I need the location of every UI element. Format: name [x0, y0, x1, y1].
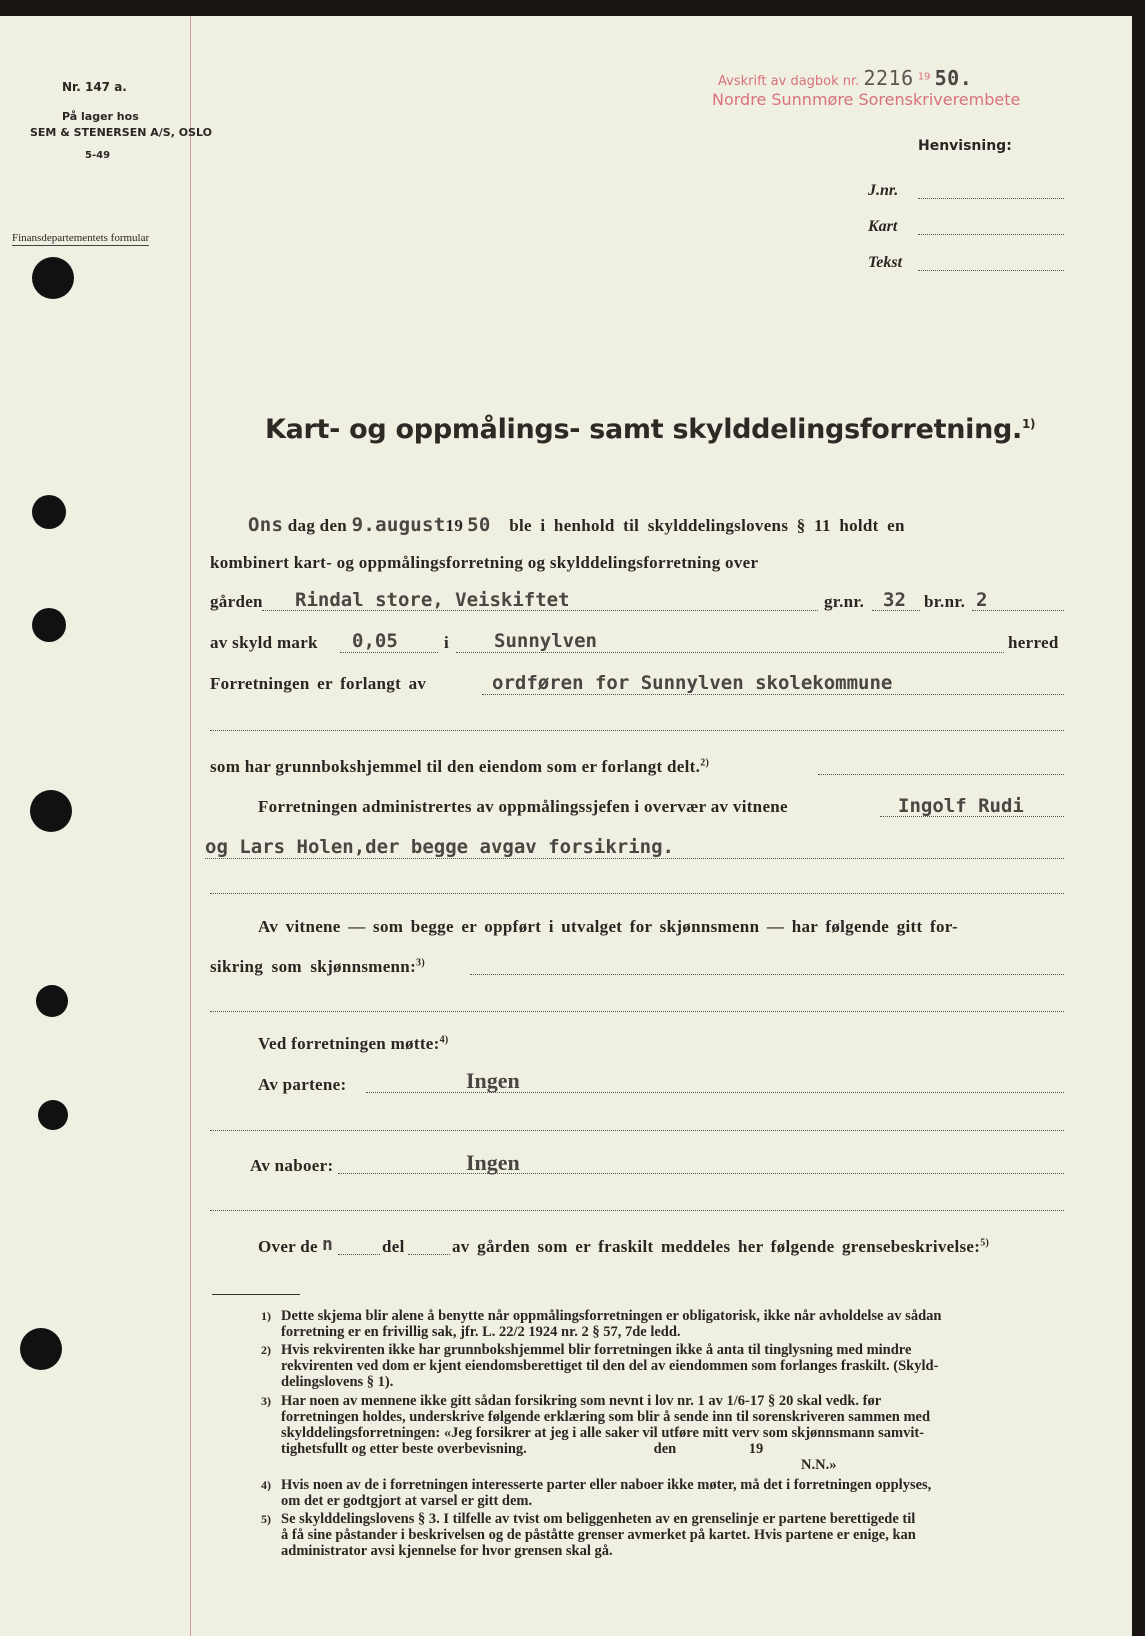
- reference-kart-field[interactable]: [918, 234, 1064, 235]
- footnote-line: administrator avsi kjennelse for hvor grensen skal gå.: [281, 1543, 613, 1559]
- grensebeskrivelse-text: av gården som er fraskilt meddeles her følgende grensebeskrivelse:: [452, 1237, 981, 1256]
- reference-jnr-label: J.nr.: [868, 182, 899, 199]
- skjonnsmenn-footnote-ref: 3): [416, 957, 425, 969]
- stock-line-2: SEM & STENERSEN A/S, OSLO: [30, 126, 212, 139]
- stamp-line-2: Nordre Sunnmøre Sorenskriverembete: [712, 90, 1021, 109]
- motte-text: Ved forretningen møtte:: [258, 1034, 440, 1053]
- footnote-number: 5): [261, 1512, 271, 1526]
- punch-hole: [38, 1100, 68, 1130]
- punch-hole: [32, 608, 66, 642]
- line-date: [248, 514, 905, 536]
- over-label: Over de: [258, 1237, 318, 1256]
- stamp-line-1: [718, 66, 972, 90]
- municipality-dotline: [456, 652, 1004, 653]
- print-date: 5-49: [85, 150, 111, 161]
- skjonnsmenn-dotline[interactable]: [470, 974, 1064, 975]
- footnote-line: N.N.»: [801, 1457, 837, 1473]
- neighbours-fill[interactable]: Ingen: [466, 1150, 520, 1175]
- footnote-line: Dette skjema blir alene å benytte når oppmålingsforretningen er obligatorisk, ikke når avholdelse av sådan: [281, 1308, 942, 1324]
- document-title: [265, 414, 1035, 445]
- footnote-line: tighetsfullt og etter beste overbevisning. den 19: [281, 1441, 764, 1457]
- blank-line[interactable]: [210, 1130, 1064, 1131]
- grunnbok-dotline[interactable]: [818, 774, 1064, 775]
- requester-dotline: [482, 694, 1064, 695]
- line-motte: [258, 1034, 449, 1054]
- witness-fill-2[interactable]: og Lars Holen,der begge avgav forsikring.: [205, 836, 674, 858]
- line-skjonnsmenn: [210, 957, 425, 977]
- den-dotline: [338, 1254, 380, 1255]
- brnr-fill[interactable]: 2: [976, 589, 988, 611]
- footnote-line: skylddelingsforretningen: «Jeg forsikrer at jeg i alle saker vil utføre mitt verv som skjønnsmann samvit-: [281, 1425, 925, 1441]
- text-dag-den: dag den: [287, 516, 348, 535]
- witness-fill-1[interactable]: Ingolf Rudi: [898, 795, 1024, 817]
- blank-line[interactable]: [210, 1210, 1064, 1211]
- title-footnote-ref: 1): [1021, 417, 1036, 431]
- farm-label: gården: [210, 592, 263, 611]
- weekday-fill[interactable]: Ons: [248, 514, 284, 536]
- line-kombinert: kombinert kart- og oppmålingsforretning og skylddelingsforretning over: [210, 553, 759, 572]
- mark-fill[interactable]: 0,05: [352, 630, 398, 652]
- year-fill[interactable]: 50: [467, 514, 491, 536]
- form-number: Nr. 147 a.: [62, 80, 127, 94]
- footnote-5: [261, 1511, 916, 1559]
- footnote-line: Har noen av mennene ikke gitt sådan forsikring som nevnt i lov nr. 1 av 1/6-17 § 20 skal vedk. før: [281, 1393, 882, 1409]
- footnote-line: Se skylddelingslovens § 3. I tilfelle av tvist om beliggenheten av en grenselinje er partene berettigede til: [281, 1511, 916, 1527]
- footnote-line: forretningen holdes, underskrive følgende erklæring som blir å sende inn til sorenskriveren sammen med: [281, 1409, 931, 1425]
- grnr-label: gr.nr.: [824, 592, 865, 611]
- reference-jnr-field[interactable]: [918, 198, 1064, 199]
- punch-hole: [32, 495, 66, 529]
- municipality-fill[interactable]: Sunnylven: [494, 630, 597, 652]
- parties-fill[interactable]: Ingen: [466, 1068, 520, 1093]
- footnote-line: forretning er en frivillig sak, jfr. L. 22/2 1924 nr. 2 § 57, 7de ledd.: [281, 1324, 681, 1340]
- footnote-4: [261, 1477, 932, 1509]
- footnote-line: rekvirenten ved dom er kjent eiendomsberettiget til den del av eiendommen som forlanges fraskilt. (Skyld-: [281, 1358, 939, 1374]
- footnote-line: å få sine påstander i beskrivelsen og de påståtte grenser avmerket på kartet. Hvis partene er enige, kan: [281, 1527, 916, 1543]
- footnote-number: 3): [261, 1394, 271, 1408]
- del-dotline[interactable]: [408, 1254, 450, 1255]
- footnote-3: [261, 1393, 931, 1473]
- farm-fill[interactable]: Rindal store, Veiskiftet: [295, 589, 570, 611]
- blank-line[interactable]: [210, 893, 1064, 894]
- requester-label: Forretningen er forlangt av: [210, 674, 427, 693]
- footnote-number: 2): [261, 1343, 271, 1357]
- herred-label: herred: [1008, 633, 1059, 652]
- punch-hole: [20, 1328, 62, 1370]
- date-fill[interactable]: 9.august: [351, 514, 446, 536]
- punch-hole: [36, 985, 68, 1017]
- reference-heading: Henvisning:: [918, 138, 1012, 154]
- blank-line[interactable]: [210, 730, 1064, 731]
- grunnbok-text: som har grunnbokshjemmel til den eiendom som er forlangt delt.: [210, 757, 701, 776]
- footnote-rule: [212, 1294, 300, 1295]
- grensebeskrivelse-footnote-ref: 5): [980, 1237, 990, 1249]
- line-administrertes: Forretningen administrertes av oppmålingssjefen i overvær av vitnene: [258, 797, 788, 816]
- stamp-year: 50.: [934, 66, 973, 90]
- line-vitnene: Av vitnene — som begge er oppført i utvalget for skjønnsmenn — har følgende gitt for-: [258, 917, 958, 936]
- form-owner: Finansdepartementets formular: [12, 232, 150, 244]
- footnote-line: om det er godtgjort at varsel er gitt dem.: [281, 1493, 533, 1509]
- footnote-line: Hvis noen av de i forretningen interesserte parter eller naboer ikke møter, må det i forretningen opplyses,: [281, 1477, 932, 1493]
- stamp-year-prefix: 19: [917, 71, 931, 83]
- reference-tekst-label: Tekst: [868, 254, 903, 271]
- footnote-line: delingslovens § 1).: [281, 1374, 394, 1390]
- mark-dotline: [340, 652, 438, 653]
- text-century: 19: [445, 516, 464, 535]
- margin-rule: [190, 16, 191, 1636]
- requester-fill[interactable]: ordføren for Sunnylven skolekommune: [492, 672, 893, 694]
- footnote-number: 4): [261, 1478, 271, 1492]
- motte-footnote-ref: 4): [439, 1034, 449, 1046]
- punch-hole: [30, 790, 72, 832]
- brnr-label: br.nr.: [924, 592, 966, 611]
- reference-kart-label: Kart: [868, 218, 898, 235]
- footnote-1: [261, 1308, 942, 1340]
- title-text: Kart- og oppmålings- samt skylddelingsforretning.: [265, 414, 1022, 445]
- footnote-line: Hvis rekvirenten ikke har grunnbokshjemmel blir forretningen ikke å anta til tinglysning med mindre: [281, 1342, 912, 1358]
- stamp-prefix: Avskrift av dagbok nr.: [718, 74, 860, 89]
- punch-hole: [32, 257, 74, 299]
- text-henhold: ble i henhold til skylddelingslovens § 11 holdt en: [509, 516, 905, 535]
- del-label: del: [382, 1237, 405, 1256]
- grunnbok-footnote-ref: 2): [700, 757, 710, 769]
- neighbours-label: Av naboer:: [250, 1156, 334, 1175]
- footnote-2: [261, 1342, 939, 1390]
- grnr-fill[interactable]: 32: [883, 589, 906, 611]
- dagbok-number: 2216: [863, 66, 914, 90]
- i-label: i: [444, 633, 450, 652]
- parties-label: Av partene:: [258, 1075, 347, 1094]
- blank-line[interactable]: [210, 1011, 1064, 1012]
- line-grensebeskrivelse: [452, 1237, 989, 1257]
- footnote-number: 1): [261, 1309, 271, 1323]
- reference-tekst-field[interactable]: [918, 270, 1064, 271]
- witness-dotline-2: [205, 858, 1064, 859]
- skjonnsmenn-text: sikring som skjønnsmenn:: [210, 957, 417, 976]
- stock-line-1: På lager hos: [62, 110, 139, 123]
- den-n-fill[interactable]: n: [322, 1234, 333, 1255]
- line-grunnbok: [210, 757, 709, 777]
- neighbours-dotline: [338, 1173, 1064, 1174]
- mark-label: av skyld mark: [210, 633, 318, 652]
